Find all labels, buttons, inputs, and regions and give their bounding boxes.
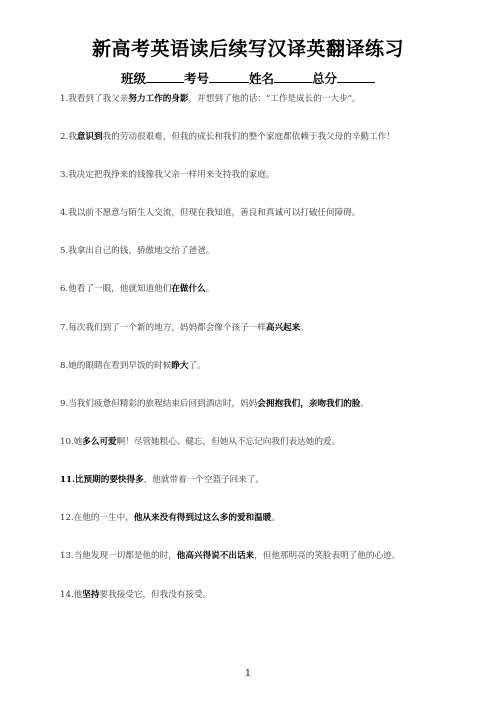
exercise-item	[60, 398, 369, 410]
sentence-text: 5.我拿出自己的钱，骄傲地交给了爸爸。	[60, 246, 215, 256]
score-blank	[337, 70, 375, 83]
exercise-item	[60, 512, 280, 524]
sentence-text: 啊！尽管她粗心、健忘，但她从不忘记向我们表达她的爱。	[116, 437, 341, 447]
exercise-item	[60, 283, 214, 295]
sentence-text: 6.他看了一眼，他就知道他们	[60, 284, 172, 294]
sentence-text: 13.当他发现一切都是他的时，	[60, 551, 177, 561]
exercise-item	[60, 322, 309, 334]
sentence-text: 。	[360, 399, 370, 409]
sentence-text: 了。	[188, 361, 206, 371]
highlighted-phrase: 高兴起来	[265, 323, 301, 333]
sentence-text: 3.我决定把我挣来的钱像我父亲一样用来支持我的家庭。	[60, 170, 275, 180]
sentence-text: 2.我	[60, 132, 77, 142]
highlighted-phrase: 他从来没有得到过这么多的爱和温暖	[133, 513, 272, 523]
page-number: 1	[245, 669, 251, 679]
sentence-text: 。	[271, 513, 280, 523]
highlighted-phrase: 努力工作的身影	[128, 94, 189, 104]
class-label: 班级	[120, 71, 146, 86]
highlighted-phrase: 11.比预期的要快得多	[60, 475, 144, 485]
exercise-item	[60, 207, 360, 219]
exercise-item	[60, 131, 395, 143]
exercise-item	[60, 589, 211, 601]
student-info-line	[0, 69, 496, 87]
sentence-text: ，他就带着一个空篮子回来了。	[143, 475, 265, 485]
highlighted-phrase: 意识到	[76, 132, 103, 142]
exercise-item	[60, 474, 264, 486]
exercise-item	[60, 169, 274, 181]
name-blank	[274, 70, 312, 83]
exam-no-blank	[209, 70, 249, 83]
sentence-text: 。	[300, 323, 309, 333]
sentence-text: 4.我以前不愿意与陌生人交流，但现在我知道，善良和真诚可以打破任何障碍。	[60, 208, 361, 218]
highlighted-phrase: 会拥抱我们，亲吻我们的脸	[257, 399, 361, 409]
highlighted-phrase: 坚持	[82, 590, 100, 600]
sentence-text: ，但他那明亮的笑脸表明了他的心迹。	[254, 551, 401, 561]
exercise-item	[60, 436, 340, 448]
exercise-item	[60, 360, 206, 372]
exercise-item	[60, 245, 214, 257]
page-title: 新高考英语读后续写汉译英翻译练习	[91, 38, 404, 60]
highlighted-phrase: 在做什么	[171, 284, 206, 294]
highlighted-phrase: 他高兴得说不出话来	[176, 551, 255, 561]
sentence-text: 要我接受它，但我没有接受。	[99, 590, 212, 600]
sentence-text: 7.每次我们到了一个新的地方，妈妈都会像个孩子一样	[60, 323, 266, 333]
sentence-text: 14.他	[60, 590, 83, 600]
name-label: 姓名	[249, 71, 275, 86]
sentence-text: 1.我看到了我父亲	[60, 94, 129, 104]
sentence-text: 12.在他的一生中，	[60, 513, 134, 523]
exam-no-label: 考号	[183, 71, 209, 86]
highlighted-phrase: 睁大	[171, 361, 189, 371]
highlighted-phrase: 多么可爱	[82, 437, 117, 447]
sentence-text: 8.她的眼睛在看到早饭的时候	[60, 361, 172, 371]
class-blank	[146, 70, 184, 83]
sentence-text: 。	[205, 284, 215, 294]
exercise-item	[60, 93, 361, 105]
score-label: 总分	[312, 71, 338, 86]
sentence-text: ，并想到了他的话：“工作是成长的一大步”。	[188, 94, 361, 104]
exercise-item	[60, 550, 400, 562]
sentence-text: 10.她	[60, 437, 83, 447]
sentence-text: 9.当我们疲惫但精彩的旅程结束后回到酒店时，妈妈	[60, 399, 258, 409]
sentence-text: 我的劳动很艰难，但我的成长和我们的整个家庭都依赖于我父母的辛勤工作！	[102, 132, 395, 142]
